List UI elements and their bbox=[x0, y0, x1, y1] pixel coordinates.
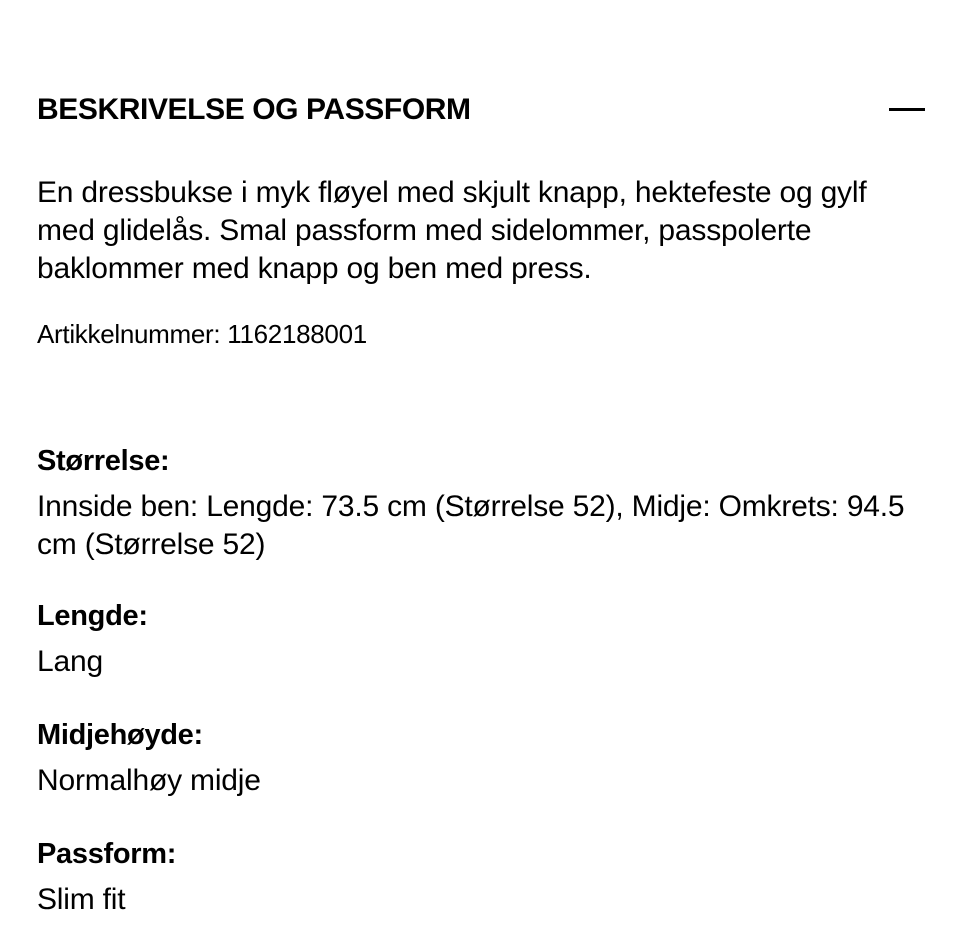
waist-height-label: Midjehøyde: bbox=[37, 719, 203, 751]
length-value: Lang bbox=[37, 645, 103, 678]
fit-value: Slim fit bbox=[37, 883, 126, 916]
waist-height-value: Normalhøy midje bbox=[37, 764, 261, 797]
size-value: Innside ben: Lengde: 73.5 cm (Størrelse 52), Midje: Omkrets: 94.5 cm (Størrelse 52) bbox=[37, 490, 905, 561]
fit-label: Passform: bbox=[37, 838, 177, 870]
accordion-header[interactable] bbox=[37, 88, 925, 132]
size-label: Størrelse: bbox=[37, 445, 170, 477]
minus-icon[interactable] bbox=[889, 108, 925, 111]
length-label: Lengde: bbox=[37, 600, 148, 632]
product-description: En dressbukse i myk fløyel med skjult knapp, hektefeste og gylf med glidelås. Smal passform med sidelommer, passpolerte baklommer med knapp og ben med press. bbox=[37, 176, 867, 285]
article-number: Artikkelnummer: 1162188001 bbox=[37, 319, 367, 349]
product-description-panel bbox=[37, 0, 925, 944]
section-title: BESKRIVELSE OG PASSFORM bbox=[37, 93, 471, 126]
